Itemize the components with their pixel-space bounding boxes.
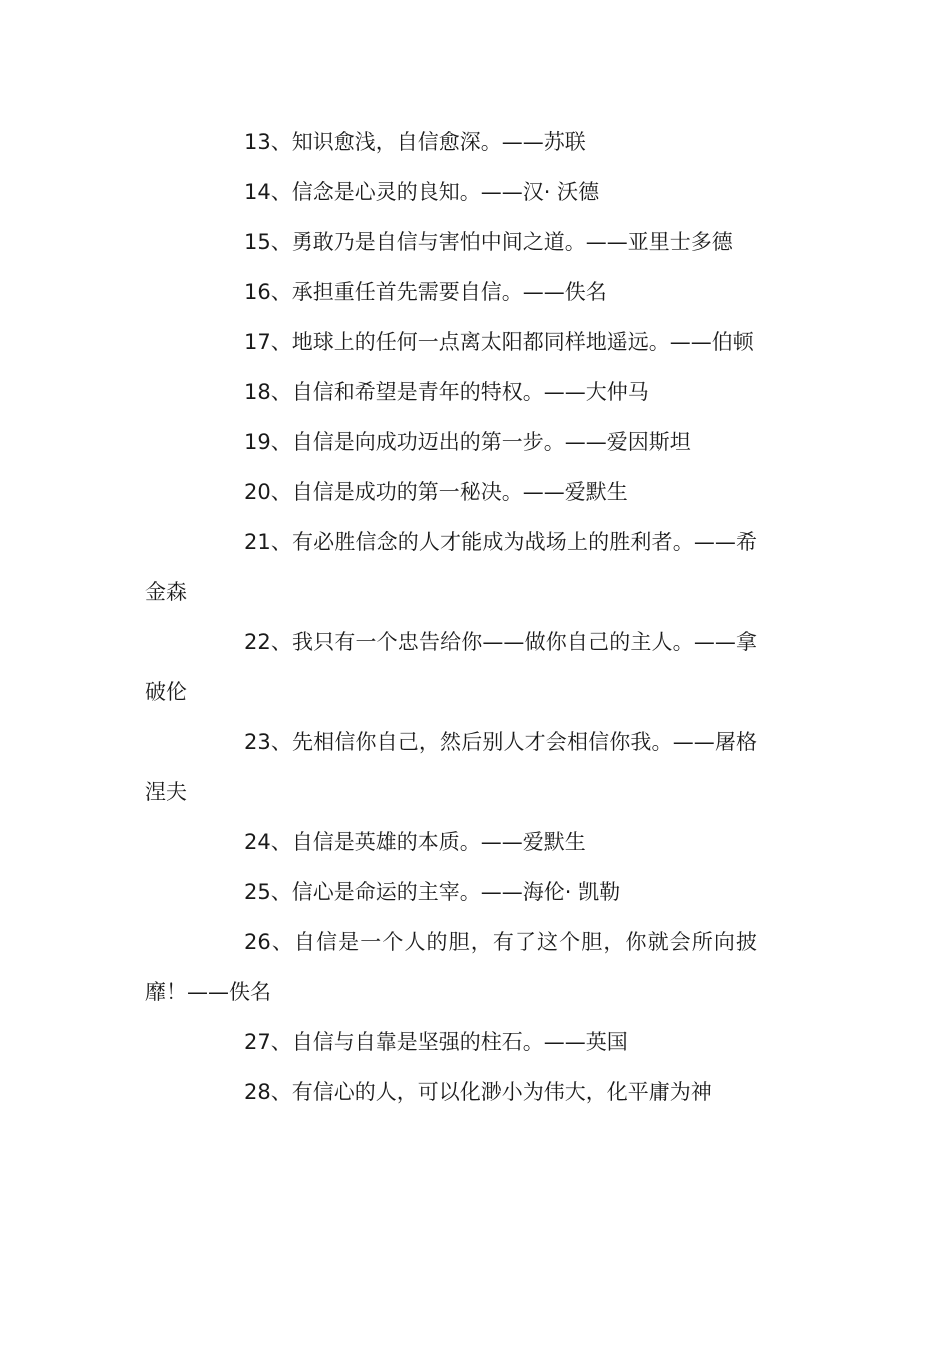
quote-15: 15、勇敢乃是自信与害怕中间之道。——亚里士多德 <box>244 230 733 254</box>
quote-20: 20、自信是成功的第一秘决。——爱默生 <box>244 480 628 504</box>
quote-14: 14、信念是心灵的良知。——汉· 沃德 <box>244 180 600 204</box>
quote-28: 28、有信心的人，可以化渺小为伟大，化平庸为神 <box>244 1080 712 1104</box>
quote-19: 19、自信是向成功迈出的第一步。——爱因斯坦 <box>244 430 691 454</box>
quote-17: 17、地球上的任何一点离太阳都同样地遥远。——伯顿 <box>244 330 754 354</box>
quote-list <box>145 117 757 1117</box>
quote-22: 22、我只有一个忠告给你——做你自己的主人。——拿破伦 <box>145 630 757 704</box>
quote-24: 24、自信是英雄的本质。——爱默生 <box>244 830 586 854</box>
quote-18: 18、自信和希望是青年的特权。——大仲马 <box>244 380 649 404</box>
quote-21: 21、有必胜信念的人才能成为战场上的胜利者。——希金森 <box>145 530 757 604</box>
quote-25: 25、信心是命运的主宰。——海伦· 凯勒 <box>244 880 621 904</box>
quote-16: 16、承担重任首先需要自信。——佚名 <box>244 280 607 304</box>
quote-13: 13、知识愈浅，自信愈深。——苏联 <box>244 130 586 154</box>
quote-27: 27、自信与自靠是坚强的柱石。——英国 <box>244 1030 628 1054</box>
quote-23: 23、先相信你自己，然后别人才会相信你我。——屠格涅夫 <box>145 730 757 804</box>
quote-26: 26、自信是一个人的胆，有了这个胆，你就会所向披靡！——佚名 <box>145 930 757 1004</box>
